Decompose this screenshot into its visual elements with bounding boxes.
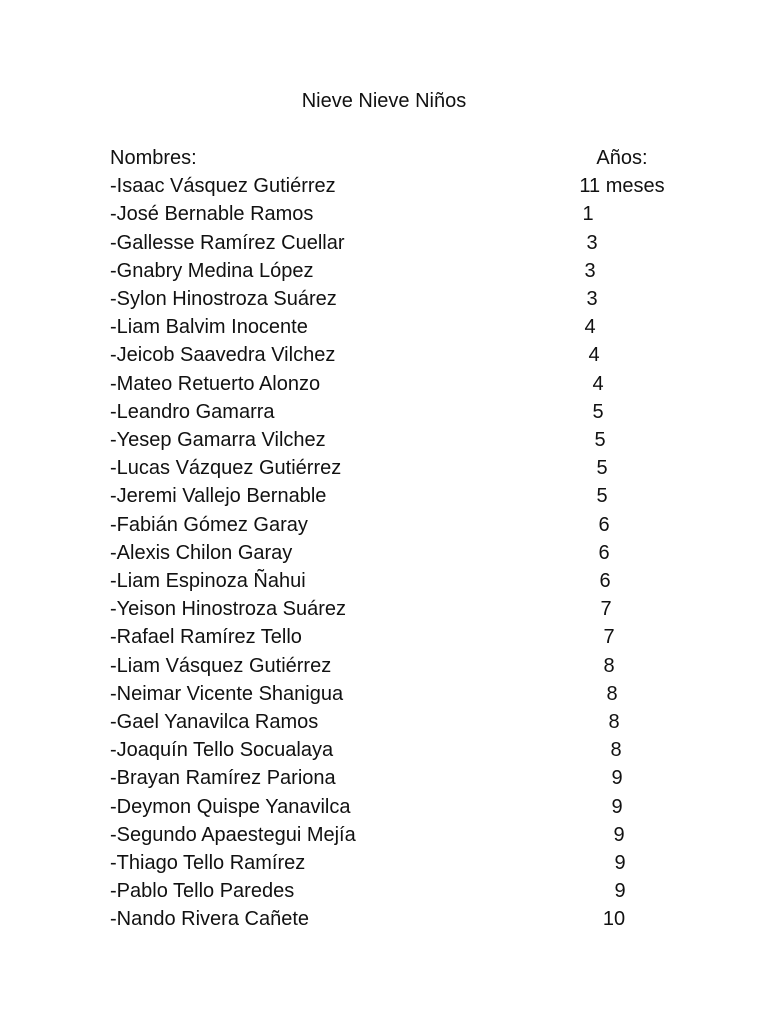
child-age: 8 — [608, 711, 620, 733]
list-item — [0, 539, 768, 567]
child-age: 4 — [592, 372, 604, 395]
list-item — [0, 793, 768, 821]
header-row — [0, 144, 768, 172]
list-item — [0, 511, 768, 539]
child-age: 5 — [596, 457, 608, 480]
child-age: 9 — [611, 767, 623, 790]
child-name: -Mateo Retuerto Alonzo — [110, 372, 321, 395]
child-age: 9 — [614, 852, 626, 874]
child-age: 7 — [603, 626, 615, 649]
child-name: -Sylon Hinostroza Suárez — [110, 288, 337, 310]
child-name: -José Bernable Ramos — [110, 203, 314, 226]
child-name: -Jeicob Saavedra Vilchez — [110, 344, 336, 367]
child-name: -Alexis Chilon Garay — [110, 541, 293, 564]
child-name: -Jeremi Vallejo Bernable — [110, 485, 327, 508]
list-item — [0, 736, 768, 764]
child-age: 6 — [599, 570, 611, 592]
header-names-label: Nombres: — [110, 147, 197, 169]
list-item — [0, 905, 768, 933]
list-item — [0, 285, 768, 313]
child-name: -Fabián Gómez Garay — [110, 513, 308, 536]
list-item — [0, 623, 768, 651]
child-age: 1 — [582, 203, 594, 226]
list-item — [0, 877, 768, 905]
child-age: 5 — [594, 429, 606, 451]
child-name: -Leandro Gamarra — [110, 400, 275, 423]
list-item — [0, 398, 768, 426]
list-item — [0, 708, 768, 736]
child-name: -Rafael Ramírez Tello — [110, 626, 302, 649]
child-name: -Deymon Quispe Yanavilca — [110, 795, 351, 818]
child-age: 3 — [586, 288, 598, 310]
child-name: -Brayan Ramírez Pariona — [110, 767, 336, 790]
child-name: -Gallesse Ramírez Cuellar — [110, 231, 345, 254]
list-item — [0, 257, 768, 285]
child-name: -Isaac Vásquez Gutiérrez — [110, 175, 336, 198]
child-age: 4 — [588, 344, 600, 367]
list-item — [0, 229, 768, 257]
child-name: -Yesep Gamarra Vilchez — [110, 429, 326, 451]
list-item — [0, 426, 768, 454]
child-name: -Gael Yanavilca Ramos — [110, 711, 319, 733]
child-age: 8 — [610, 739, 622, 762]
list-item — [0, 172, 768, 200]
child-age: 11 meses — [579, 175, 665, 198]
child-name: -Segundo Apaestegui Mejía — [110, 823, 356, 846]
child-age: 7 — [600, 598, 612, 621]
child-age: 8 — [603, 654, 615, 677]
list-item — [0, 567, 768, 595]
list-item — [0, 764, 768, 792]
child-name: -Joaquín Tello Socualaya — [110, 739, 334, 762]
child-age: 3 — [586, 231, 598, 254]
list-item — [0, 652, 768, 680]
child-age: 6 — [598, 513, 610, 536]
list-item — [0, 454, 768, 482]
child-name: -Liam Balvim Inocente — [110, 316, 308, 339]
list-item — [0, 680, 768, 708]
child-name: -Liam Vásquez Gutiérrez — [110, 654, 332, 677]
document-title: Nieve Nieve Niños — [301, 90, 467, 112]
child-age: 9 — [613, 823, 625, 846]
child-name: -Yeison Hinostroza Suárez — [110, 598, 347, 621]
child-age: 6 — [598, 541, 610, 564]
header-ages-label: Años: — [596, 147, 648, 169]
child-age: 4 — [584, 316, 596, 339]
child-name: -Gnabry Medina López — [110, 259, 314, 282]
child-age: 9 — [611, 795, 623, 818]
list-item — [0, 313, 768, 341]
child-age: 3 — [584, 259, 596, 282]
child-age: 8 — [606, 682, 618, 705]
child-age: 5 — [592, 400, 604, 423]
list-item — [0, 595, 768, 623]
list-item — [0, 200, 768, 228]
child-name: -Pablo Tello Paredes — [110, 880, 295, 903]
list-item — [0, 370, 768, 398]
list-item — [0, 821, 768, 849]
child-name: -Lucas Vázquez Gutiérrez — [110, 457, 342, 480]
list-item — [0, 482, 768, 510]
list-item — [0, 341, 768, 369]
child-name: -Thiago Tello Ramírez — [110, 852, 306, 874]
child-name: -Nando Rivera Cañete — [110, 908, 309, 931]
child-name: -Neimar Vicente Shanigua — [110, 682, 344, 705]
child-age: 5 — [596, 485, 608, 508]
child-age: 10 — [602, 908, 626, 931]
child-age: 9 — [614, 880, 626, 903]
list-item — [0, 849, 768, 877]
child-name: -Liam Espinoza Ñahui — [110, 570, 306, 592]
